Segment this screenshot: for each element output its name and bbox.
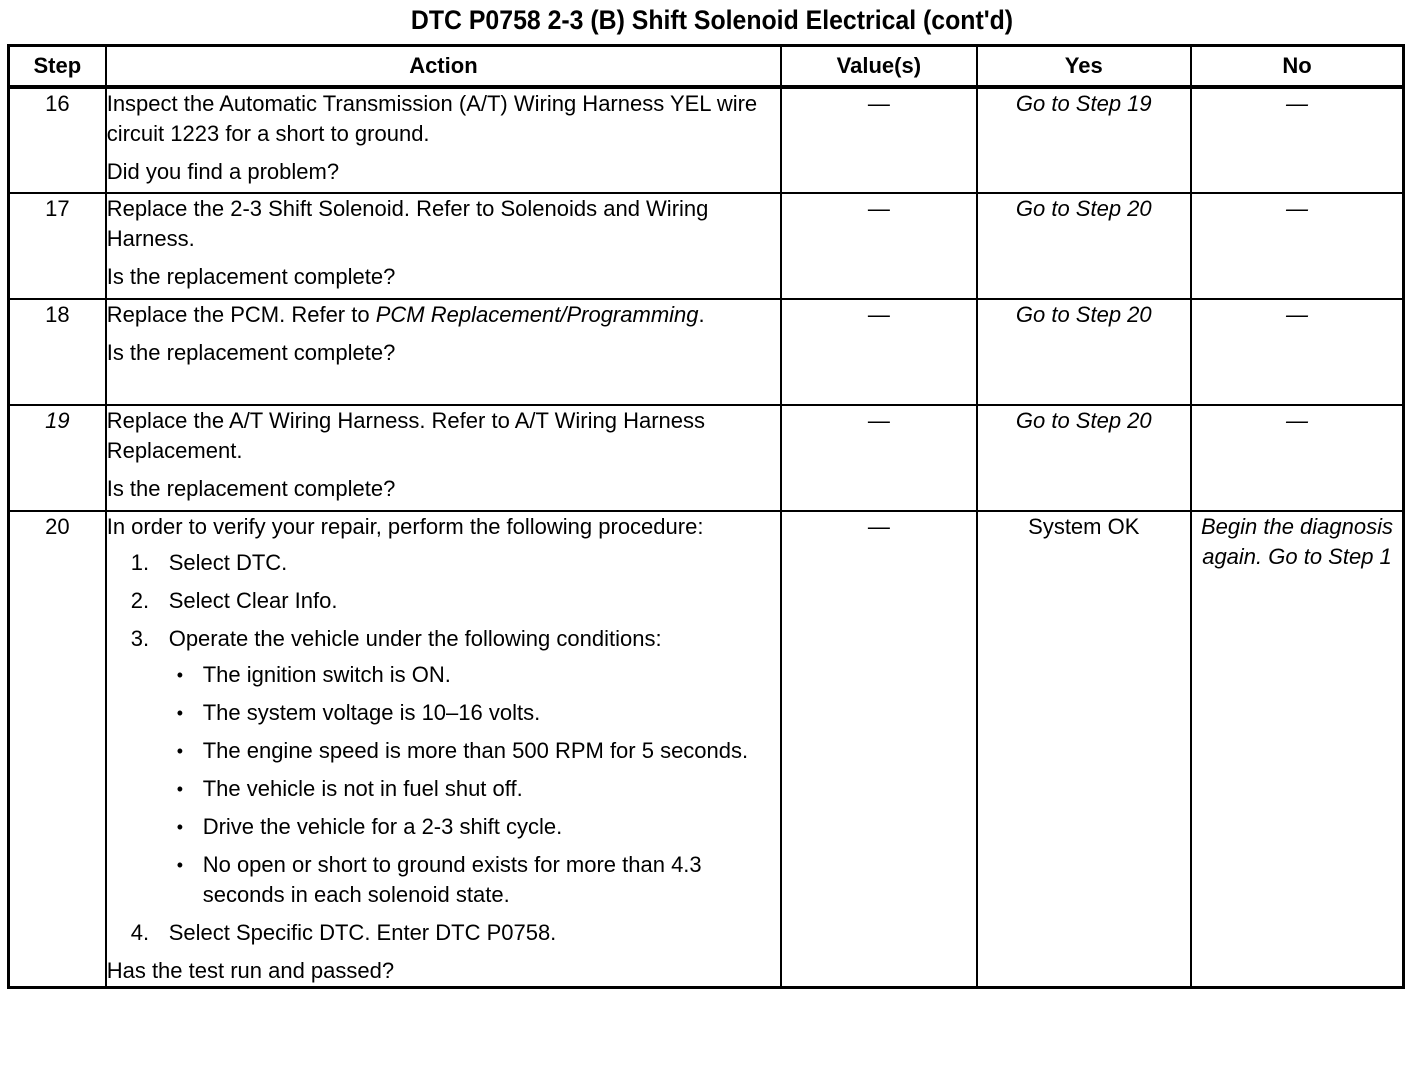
action-cell (106, 299, 781, 405)
condition-item: • The system voltage is 10–16 volts. (169, 698, 780, 728)
action-text: Replace the 2-3 Shift Solenoid. Refer to Solenoids and Wiring Harness. (106, 196, 709, 251)
header-no: No (1191, 46, 1404, 88)
step-number: 18 (9, 299, 106, 405)
condition-item: • The engine speed is more than 500 RPM for 5 seconds. (169, 736, 780, 766)
no-cell (1191, 511, 1404, 988)
yes-value: System OK (1028, 514, 1140, 539)
action-question: Did you find a problem? (106, 159, 340, 184)
table-row-step-19 (9, 405, 1404, 511)
action-intro: In order to verify your repair, perform the following procedure: (106, 514, 704, 539)
procedure-item (107, 548, 780, 578)
action-reference: PCM Replacement/Programming (375, 302, 699, 327)
action-question: Has the test run and passed? (106, 958, 395, 983)
condition-item: • No open or short to ground exists for more than 4.3 seconds in each solenoid state. (169, 850, 780, 910)
yes-cell (977, 511, 1191, 988)
page-title: DTC P0758 2-3 (B) Shift Solenoid Electrical (cont'd) (410, 5, 1014, 35)
yes-link[interactable]: Go to Step 19 (1015, 91, 1152, 116)
condition-item: • The vehicle is not in fuel shut off. (169, 774, 780, 804)
procedure-text: Operate the vehicle under the following conditions: (168, 626, 662, 651)
procedure-list (107, 548, 780, 948)
action-cell (106, 511, 781, 988)
table-row-step-17 (9, 193, 1404, 299)
condition-item: • The ignition switch is ON. (169, 660, 780, 690)
action-question: Is the replacement complete? (106, 476, 396, 501)
yes-cell (977, 87, 1191, 193)
no-cell (1191, 299, 1404, 405)
procedure-text: Select Specific DTC. Enter DTC P0758. (168, 920, 557, 945)
table-row-step-20 (9, 511, 1404, 988)
no-value: — (1286, 91, 1308, 116)
header-row (9, 46, 1404, 88)
action-question: Is the replacement complete? (106, 264, 396, 289)
procedure-text: Select DTC. (168, 550, 288, 575)
procedure-item (107, 918, 780, 948)
no-value: — (1286, 196, 1308, 221)
header-action: Action (106, 46, 781, 88)
condition-item: • Drive the vehicle for a 2-3 shift cycle. (169, 812, 780, 842)
header-step: Step (9, 46, 106, 88)
no-value: — (1286, 408, 1308, 433)
procedure-number: 1. (130, 550, 150, 575)
yes-link[interactable]: Go to Step 20 (1015, 302, 1152, 327)
no-cell (1191, 193, 1404, 299)
header-values: Value(s) (781, 46, 976, 88)
yes-cell (977, 193, 1191, 299)
action-text-suffix: . (698, 302, 705, 327)
step-number: 20 (9, 511, 106, 988)
header-yes: Yes (977, 46, 1191, 88)
action-text: Inspect the Automatic Transmission (A/T) Wiring Harness YEL wire circuit 1223 for a short to ground. (106, 91, 758, 146)
step-number: 17 (9, 193, 106, 299)
yes-link[interactable]: Go to Step 20 (1015, 196, 1152, 221)
no-cell (1191, 405, 1404, 511)
value-cell: — (781, 87, 976, 193)
action-text: Replace the A/T Wiring Harness. Refer to A/T Wiring Harness Replacement. (106, 408, 706, 463)
value-cell: — (781, 193, 976, 299)
procedure-item (107, 586, 780, 616)
procedure-number: 2. (130, 588, 150, 613)
action-cell (106, 405, 781, 511)
step-number: 16 (9, 87, 106, 193)
procedure-number: 4. (130, 920, 150, 945)
step-number: 19 (9, 405, 106, 511)
value-cell: — (781, 405, 976, 511)
action-text-prefix: Replace the PCM. Refer to (106, 302, 376, 327)
procedure-text: Select Clear Info. (168, 588, 338, 613)
no-link[interactable]: Begin the diagnosis again. Go to Step 1 (1200, 514, 1394, 569)
no-cell (1191, 87, 1404, 193)
yes-link[interactable]: Go to Step 20 (1015, 408, 1152, 433)
conditions-list (169, 660, 780, 910)
procedure-item (107, 624, 780, 910)
procedure-number: 3. (130, 626, 150, 651)
value-cell: — (781, 511, 976, 988)
no-value: — (1286, 302, 1308, 327)
yes-cell (977, 405, 1191, 511)
diagnostic-table (7, 44, 1405, 989)
action-cell (106, 87, 781, 193)
action-text (107, 300, 780, 330)
action-cell (106, 193, 781, 299)
action-question: Is the replacement complete? (106, 340, 396, 365)
table-row-step-16 (9, 87, 1404, 193)
value-cell: — (781, 299, 976, 405)
yes-cell (977, 299, 1191, 405)
table-row-step-18 (9, 299, 1404, 405)
